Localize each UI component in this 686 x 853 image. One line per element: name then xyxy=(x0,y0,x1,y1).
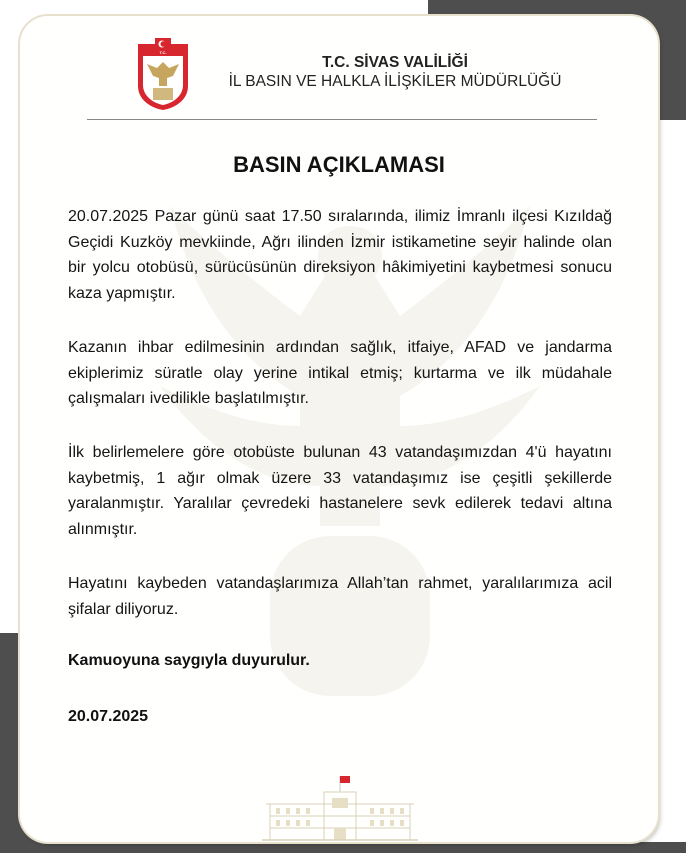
closing-statement: Kamuoyuna saygıyla duyurulur. xyxy=(68,652,310,669)
decor-bottom-strip xyxy=(0,842,686,853)
header-divider xyxy=(87,119,597,120)
paragraph-4: Hayatını kaybeden vatandaşlarımıza Allah’tan rahmet, yaralılarımıza acil şifalar diliyoruz. xyxy=(68,575,612,618)
svg-text:T.C.: T.C. xyxy=(159,50,167,55)
document-title: BASIN AÇIKLAMASI xyxy=(233,152,445,177)
document-date: 20.07.2025 xyxy=(68,708,149,725)
institution-title: T.C. SİVAS VALİLİĞİ xyxy=(322,54,468,71)
governorship-building-icon xyxy=(262,772,418,842)
paragraph-3: İlk belirlemelere göre otobüste bulunan 43 vatandaşımızdan 4'ü hayatını kaybetmiş, 1 ağır olmak üzere 33 vatandaşımız ise çeşitli şekillerde yaralanmıştır. Yaralılar çevredeki hastanelere sevk edilerek tedavi altına alınmıştır. xyxy=(68,444,612,538)
paragraph-1: 20.07.2025 Pazar günü saat 17.50 sıralarında, ilimiz İmranlı ilçesi Kızıldağ Geçidi Kuzköy mevkiinde, Ağrı ilinden İzmir istikametine seyir halinde olan bir yolcu otobüsü, sürücüsünün direksiyon hâkimiyetini kaybetmesi sonucu kaza yapmıştır. xyxy=(68,208,612,302)
institution-subtitle: İL BASIN VE HALKLA İLİŞKİLER MÜDÜRLÜĞÜ xyxy=(228,73,562,90)
paragraph-2: Kazanın ihbar edilmesinin ardından sağlık, itfaiye, AFAD ve jandarma ekiplerimiz süratle olay yerine intikal etmiş; kurtarma ve ilk müdahale çalışmaları ivedilikle başlatılmıştır. xyxy=(68,339,612,407)
press-release-card xyxy=(20,16,658,842)
turkish-flag-icon xyxy=(340,776,350,783)
